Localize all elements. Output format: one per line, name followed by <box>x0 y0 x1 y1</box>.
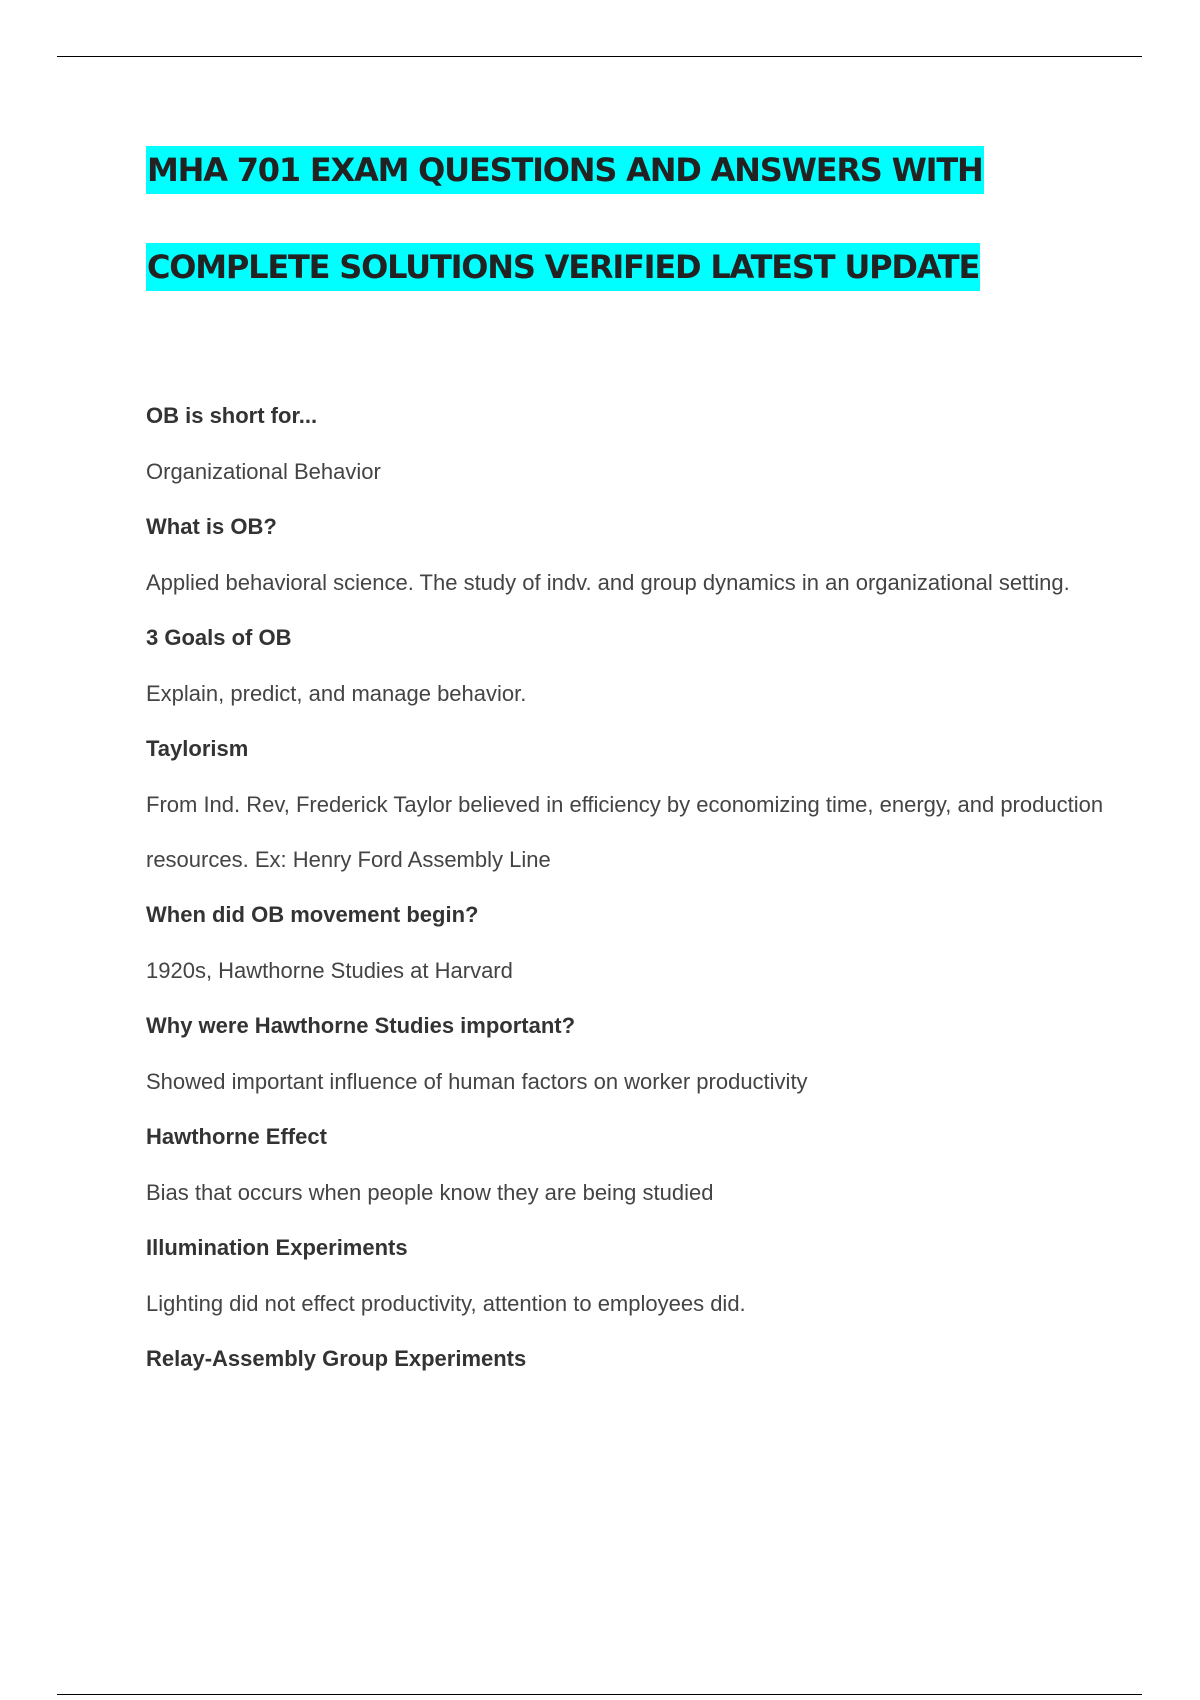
question: When did OB movement begin? <box>146 902 479 927</box>
qa-item <box>146 1109 1106 1220</box>
qa-list <box>146 388 1106 1387</box>
answer: 1920s, Hawthorne Studies at Harvard <box>146 958 513 983</box>
qa-item <box>146 388 1106 499</box>
qa-item <box>146 998 1106 1109</box>
question: Relay-Assembly Group Experiments <box>146 1346 527 1371</box>
qa-item <box>146 499 1106 610</box>
answer: Lighting did not effect productivity, attention to employees did. <box>146 1291 746 1316</box>
title-line-2: COMPLETE SOLUTIONS VERIFIED LATEST UPDATE <box>146 243 980 291</box>
qa-item <box>146 610 1106 721</box>
answer: Explain, predict, and manage behavior. <box>146 681 527 706</box>
answer: Showed important influence of human factors on worker productivity <box>146 1069 808 1094</box>
qa-item <box>146 721 1106 887</box>
qa-item <box>146 1220 1106 1331</box>
qa-item <box>146 887 1106 998</box>
bottom-rule <box>57 1694 1142 1695</box>
question: Why were Hawthorne Studies important? <box>146 1013 576 1038</box>
question: Illumination Experiments <box>146 1235 408 1260</box>
document-title <box>146 146 1146 291</box>
answer: From Ind. Rev, Frederick Taylor believed in efficiency by economizing time, energy, and production resources. Ex: Henry Ford Assembly Line <box>146 792 1104 872</box>
question: Taylorism <box>146 736 249 761</box>
question: OB is short for... <box>146 403 318 428</box>
answer: Bias that occurs when people know they are being studied <box>146 1180 714 1205</box>
qa-item <box>146 1331 1106 1387</box>
question: Hawthorne Effect <box>146 1124 327 1149</box>
answer: Applied behavioral science. The study of indv. and group dynamics in an organizational setting. <box>146 570 1070 595</box>
title-line-1: MHA 701 EXAM QUESTIONS AND ANSWERS WITH <box>146 146 984 194</box>
question: 3 Goals of OB <box>146 625 292 650</box>
question: What is OB? <box>146 514 277 539</box>
top-rule <box>57 56 1142 57</box>
answer: Organizational Behavior <box>146 459 381 484</box>
